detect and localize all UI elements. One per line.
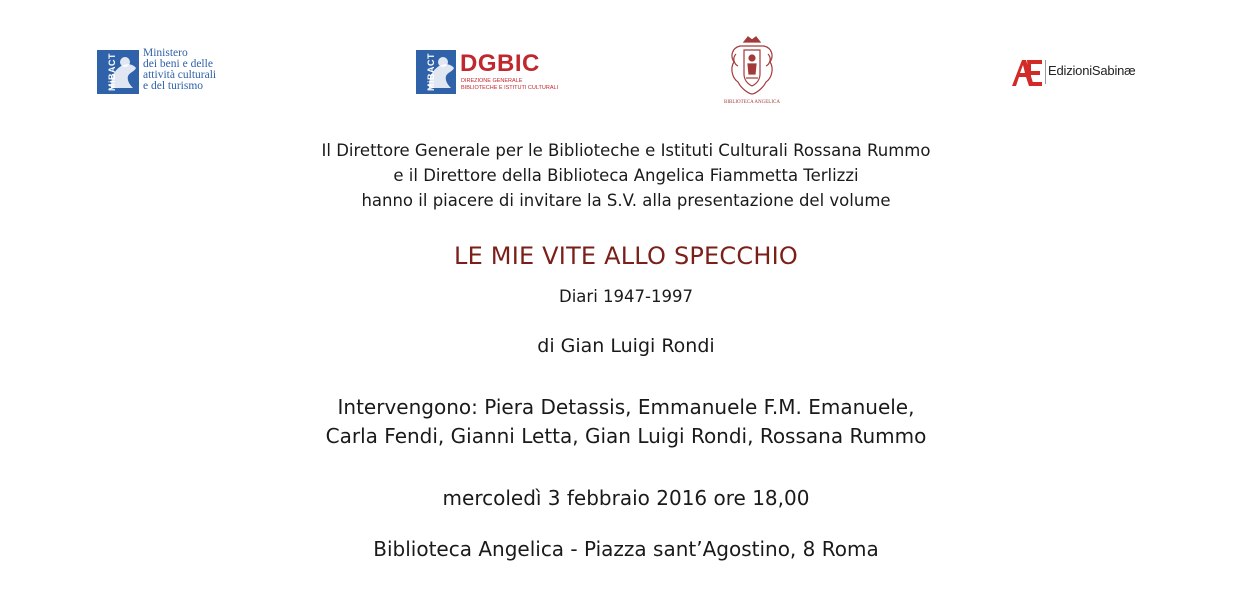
dgbic-wordmark: DGBIC [460, 50, 540, 77]
sabinae-divider [1045, 60, 1046, 84]
intro-line-3: hanno il piacere di invitare la S.V. alla presentazione del volume [361, 191, 891, 210]
book-subtitle: Diari 1947-1997 [559, 287, 693, 306]
dgbic-badge-icon [416, 50, 456, 94]
dgbic-subtitle-line: BIBLIOTECHE E ISTITUTI CULTURALI [461, 84, 559, 91]
speakers-line-1: Intervengono: Piera Detassis, Emmanuele F.M. Emanuele, [337, 395, 915, 419]
dgbic-logo [416, 50, 564, 96]
speakers-line-2: Carla Fendi, Gianni Letta, Gian Luigi Rondi, Rossana Rummo [325, 424, 927, 448]
book-title: LE MIE VITE ALLO SPECCHIO [454, 242, 798, 270]
intro-line-2: e il Direttore della Biblioteca Angelica Fiammetta Terlizzi [393, 166, 859, 185]
angelica-caption: BIBLIOTECA ANGELICA [724, 100, 780, 105]
ministry-line: dei beni e delle [143, 58, 213, 70]
sabinae-logo [1010, 58, 1160, 88]
sabinae-ae-mark-icon [1010, 58, 1044, 88]
ministry-name [143, 48, 243, 92]
intro-line-1: Il Direttore Generale per le Biblioteche e Istituti Culturali Rossana Rummo [321, 141, 931, 160]
dgbic-subtitle [461, 78, 558, 91]
sabinae-name: EdizioniSabinæ [1048, 63, 1136, 78]
mibact-logo [97, 48, 237, 98]
ministry-line: attività culturali [143, 69, 217, 81]
mibact-badge-text: MiBACT [107, 53, 117, 91]
ministry-line: e del turismo [143, 80, 204, 92]
mibact-logo-icon [97, 50, 139, 94]
angelica-crest-icon [722, 34, 782, 98]
ministry-line: Ministero [143, 47, 188, 59]
event-venue: Biblioteca Angelica - Piazza sant’Agostino, 8 Roma [373, 537, 879, 561]
angelica-logo [722, 34, 782, 108]
event-date-time: mercoledì 3 febbraio 2016 ore 18,00 [442, 486, 810, 510]
book-author: di Gian Luigi Rondi [537, 335, 715, 357]
dgbic-subtitle-line: DIREZIONE GENERALE [461, 78, 523, 84]
dgbic-badge-text: MiBACT [426, 53, 436, 91]
